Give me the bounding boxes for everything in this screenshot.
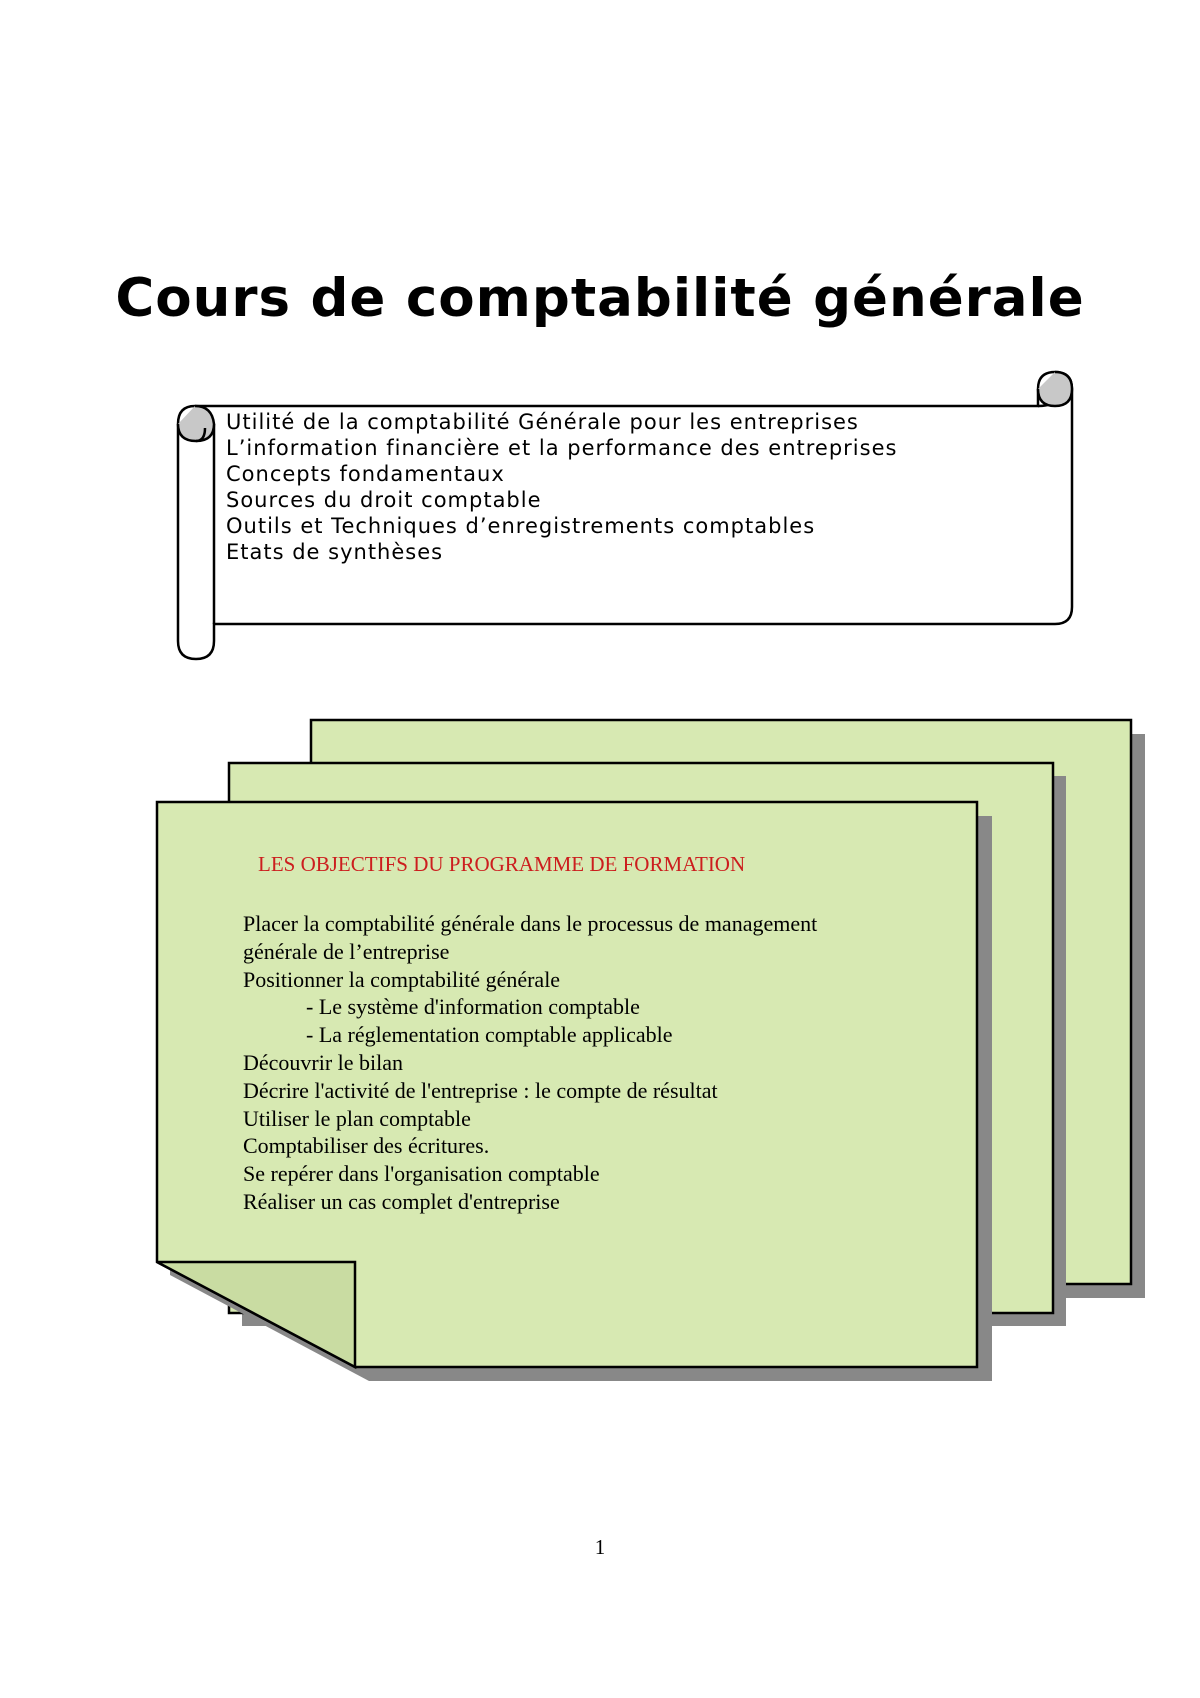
scroll-banner-list bbox=[226, 409, 897, 565]
list-item: - La réglementation comptable applicable bbox=[306, 1022, 673, 1048]
list-item: Utilité de la comptabilité Générale pour les entreprises bbox=[226, 410, 859, 434]
list-item: Outils et Techniques d’enregistrements comptables bbox=[226, 514, 816, 538]
list-item: Décrire l'activité de l'entreprise : le compte de résultat bbox=[243, 1077, 718, 1103]
objectives-list bbox=[243, 910, 817, 1216]
page-title: Cours de comptabilité générale bbox=[115, 268, 1085, 329]
list-item: Comptabiliser des écritures. bbox=[243, 1133, 490, 1159]
list-item: Placer la comptabilité générale dans le processus de management bbox=[243, 911, 818, 936]
list-item: Positionner la comptabilité générale bbox=[243, 966, 561, 992]
list-item: Etats de synthèses bbox=[226, 540, 444, 564]
list-item: Sources du droit comptable bbox=[226, 488, 542, 512]
list-item: Se repérer dans l'organisation comptable bbox=[243, 1161, 600, 1187]
list-item: - Le système d'information comptable bbox=[306, 994, 640, 1020]
list-item: Découvrir le bilan bbox=[243, 1049, 404, 1075]
objectives-heading: LES OBJECTIFS DU PROGRAMME DE FORMATION bbox=[258, 852, 746, 876]
front-card-fold bbox=[157, 1262, 355, 1367]
list-item: Réaliser un cas complet d'entreprise bbox=[243, 1188, 560, 1214]
page-number: 1 bbox=[594, 1535, 606, 1559]
list-item: Utiliser le plan comptable bbox=[243, 1105, 471, 1131]
list-item: L’information financière et la performance des entreprises bbox=[226, 436, 898, 460]
list-item: Concepts fondamentaux bbox=[226, 462, 505, 486]
list-item: générale de l’entreprise bbox=[243, 938, 450, 964]
